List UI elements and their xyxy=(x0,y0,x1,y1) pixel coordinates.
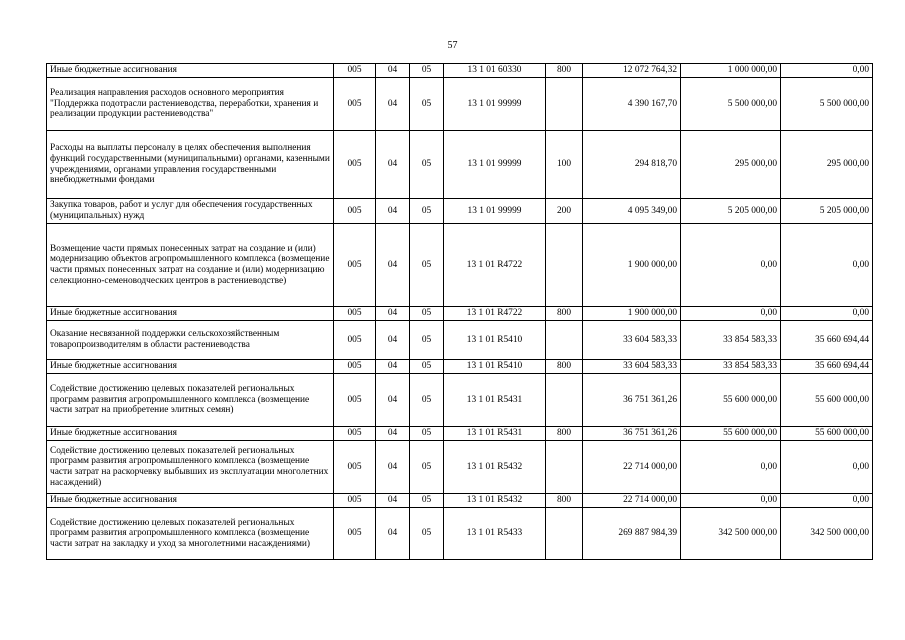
cell-target-article: 13 1 01 R5410 xyxy=(444,321,546,360)
cell-expense-type: 800 xyxy=(546,64,583,78)
cell-expense-type: 800 xyxy=(546,360,583,374)
cell-target-article: 13 1 01 R5431 xyxy=(444,374,546,427)
cell-amount-year3: 0,00 xyxy=(781,494,873,508)
table-row xyxy=(47,441,873,494)
cell-amount-year2: 5 500 000,00 xyxy=(681,78,781,131)
cell-amount-year3: 295 000,00 xyxy=(781,131,873,199)
cell-expense-type xyxy=(546,78,583,131)
cell-target-article: 13 1 01 R5410 xyxy=(444,360,546,374)
cell-expense-type: 800 xyxy=(546,307,583,321)
cell-description: Содействие достижению целевых показателей региональных программ развития агропромышленного комплекса (возмещение части затрат на раскорчевку выбывших из эксплуатации многолетних насаждений) xyxy=(47,441,334,494)
cell-target-article: 13 1 01 99999 xyxy=(444,131,546,199)
cell-amount-year3: 5 205 000,00 xyxy=(781,199,873,224)
cell-target-article: 13 1 01 R4722 xyxy=(444,307,546,321)
cell-amount-year2: 0,00 xyxy=(681,441,781,494)
cell-grbs-code: 005 xyxy=(334,307,376,321)
table-row xyxy=(47,427,873,441)
cell-subsection-code: 05 xyxy=(410,321,444,360)
cell-expense-type: 200 xyxy=(546,199,583,224)
cell-description: Реализация направления расходов основного мероприятия "Поддержка подотрасли растениеводства, переработки, хранения и реализации продукции растениеводства" xyxy=(47,78,334,131)
cell-subsection-code: 05 xyxy=(410,441,444,494)
cell-expense-type: 800 xyxy=(546,494,583,508)
cell-expense-type: 800 xyxy=(546,427,583,441)
cell-grbs-code: 005 xyxy=(334,199,376,224)
cell-amount-year1: 294 818,70 xyxy=(583,131,681,199)
table-row xyxy=(47,508,873,560)
cell-target-article: 13 1 01 60330 xyxy=(444,64,546,78)
cell-amount-year2: 55 600 000,00 xyxy=(681,374,781,427)
cell-target-article: 13 1 01 R4722 xyxy=(444,224,546,307)
cell-section-code: 04 xyxy=(376,64,410,78)
cell-description: Расходы на выплаты персоналу в целях обеспечения выполнения функций государственными (муниципальными) органами, казенными учреждениями, органами управления государственными внебюджетными фондами xyxy=(47,131,334,199)
cell-amount-year1: 1 900 000,00 xyxy=(583,307,681,321)
cell-amount-year1: 4 095 349,00 xyxy=(583,199,681,224)
cell-amount-year3: 55 600 000,00 xyxy=(781,374,873,427)
cell-subsection-code: 05 xyxy=(410,307,444,321)
cell-amount-year3: 0,00 xyxy=(781,224,873,307)
cell-amount-year2: 33 854 583,33 xyxy=(681,321,781,360)
cell-section-code: 04 xyxy=(376,224,410,307)
cell-description: Оказание несвязанной поддержки сельскохозяйственным товаропроизводителям в области растениеводства xyxy=(47,321,334,360)
cell-subsection-code: 05 xyxy=(410,199,444,224)
cell-subsection-code: 05 xyxy=(410,131,444,199)
cell-description: Закупка товаров, работ и услуг для обеспечения государственных (муниципальных) нужд xyxy=(47,199,334,224)
cell-expense-type xyxy=(546,441,583,494)
cell-grbs-code: 005 xyxy=(334,131,376,199)
cell-amount-year1: 36 751 361,26 xyxy=(583,374,681,427)
cell-subsection-code: 05 xyxy=(410,374,444,427)
cell-amount-year3: 55 600 000,00 xyxy=(781,427,873,441)
cell-amount-year1: 1 900 000,00 xyxy=(583,224,681,307)
cell-description: Иные бюджетные ассигнования xyxy=(47,427,334,441)
cell-section-code: 04 xyxy=(376,441,410,494)
cell-section-code: 04 xyxy=(376,360,410,374)
cell-description: Иные бюджетные ассигнования xyxy=(47,307,334,321)
cell-amount-year3: 342 500 000,00 xyxy=(781,508,873,560)
cell-amount-year2: 0,00 xyxy=(681,307,781,321)
cell-amount-year1: 36 751 361,26 xyxy=(583,427,681,441)
budget-table xyxy=(46,63,873,560)
cell-expense-type xyxy=(546,508,583,560)
cell-amount-year2: 33 854 583,33 xyxy=(681,360,781,374)
cell-target-article: 13 1 01 R5432 xyxy=(444,441,546,494)
table-body xyxy=(47,64,873,560)
cell-amount-year2: 55 600 000,00 xyxy=(681,427,781,441)
cell-expense-type xyxy=(546,374,583,427)
cell-amount-year3: 0,00 xyxy=(781,307,873,321)
cell-description: Содействие достижению целевых показателей региональных программ развития агропромышленного комплекса (возмещение части затрат на приобретение элитных семян) xyxy=(47,374,334,427)
cell-subsection-code: 05 xyxy=(410,224,444,307)
cell-amount-year1: 269 887 984,39 xyxy=(583,508,681,560)
table-row xyxy=(47,64,873,78)
table-row xyxy=(47,307,873,321)
cell-section-code: 04 xyxy=(376,374,410,427)
cell-section-code: 04 xyxy=(376,494,410,508)
cell-expense-type xyxy=(546,224,583,307)
table-row xyxy=(47,224,873,307)
cell-amount-year2: 295 000,00 xyxy=(681,131,781,199)
table-row xyxy=(47,360,873,374)
cell-section-code: 04 xyxy=(376,78,410,131)
cell-grbs-code: 005 xyxy=(334,360,376,374)
cell-amount-year3: 5 500 000,00 xyxy=(781,78,873,131)
cell-grbs-code: 005 xyxy=(334,78,376,131)
cell-section-code: 04 xyxy=(376,508,410,560)
cell-target-article: 13 1 01 R5432 xyxy=(444,494,546,508)
cell-grbs-code: 005 xyxy=(334,374,376,427)
cell-amount-year3: 35 660 694,44 xyxy=(781,360,873,374)
cell-target-article: 13 1 01 99999 xyxy=(444,199,546,224)
cell-grbs-code: 005 xyxy=(334,508,376,560)
cell-section-code: 04 xyxy=(376,307,410,321)
cell-target-article: 13 1 01 99999 xyxy=(444,78,546,131)
cell-description: Содействие достижению целевых показателей региональных программ развития агропромышленного комплекса (возмещение части затрат на закладку и уход за многолетними насаждениями) xyxy=(47,508,334,560)
table-row xyxy=(47,494,873,508)
cell-amount-year1: 33 604 583,33 xyxy=(583,321,681,360)
cell-amount-year1: 22 714 000,00 xyxy=(583,441,681,494)
cell-expense-type: 100 xyxy=(546,131,583,199)
cell-amount-year3: 35 660 694,44 xyxy=(781,321,873,360)
cell-description: Иные бюджетные ассигнования xyxy=(47,64,334,78)
table-row xyxy=(47,199,873,224)
cell-subsection-code: 05 xyxy=(410,64,444,78)
table-row xyxy=(47,78,873,131)
cell-amount-year2: 342 500 000,00 xyxy=(681,508,781,560)
cell-amount-year2: 1 000 000,00 xyxy=(681,64,781,78)
cell-description: Возмещение части прямых понесенных затрат на создание и (или) модернизацию объектов агропромышленного комплекса (возмещение части прямых понесенных затрат на создание и (или) модернизацию селекционно-семеноводческих центров в растениеводстве) xyxy=(47,224,334,307)
cell-amount-year2: 0,00 xyxy=(681,494,781,508)
cell-section-code: 04 xyxy=(376,427,410,441)
cell-section-code: 04 xyxy=(376,131,410,199)
cell-amount-year1: 22 714 000,00 xyxy=(583,494,681,508)
cell-amount-year3: 0,00 xyxy=(781,441,873,494)
cell-grbs-code: 005 xyxy=(334,224,376,307)
cell-amount-year2: 0,00 xyxy=(681,224,781,307)
cell-grbs-code: 005 xyxy=(334,64,376,78)
cell-grbs-code: 005 xyxy=(334,441,376,494)
cell-subsection-code: 05 xyxy=(410,427,444,441)
cell-subsection-code: 05 xyxy=(410,494,444,508)
cell-amount-year2: 5 205 000,00 xyxy=(681,199,781,224)
table-row xyxy=(47,321,873,360)
cell-amount-year1: 33 604 583,33 xyxy=(583,360,681,374)
cell-target-article: 13 1 01 R5433 xyxy=(444,508,546,560)
cell-description: Иные бюджетные ассигнования xyxy=(47,494,334,508)
cell-amount-year1: 4 390 167,70 xyxy=(583,78,681,131)
cell-section-code: 04 xyxy=(376,321,410,360)
cell-description: Иные бюджетные ассигнования xyxy=(47,360,334,374)
cell-grbs-code: 005 xyxy=(334,321,376,360)
cell-subsection-code: 05 xyxy=(410,360,444,374)
cell-subsection-code: 05 xyxy=(410,508,444,560)
cell-amount-year3: 0,00 xyxy=(781,64,873,78)
page-number: 57 xyxy=(447,40,458,51)
cell-expense-type xyxy=(546,321,583,360)
cell-section-code: 04 xyxy=(376,199,410,224)
cell-grbs-code: 005 xyxy=(334,427,376,441)
cell-amount-year1: 12 072 764,32 xyxy=(583,64,681,78)
table-row xyxy=(47,131,873,199)
cell-target-article: 13 1 01 R5431 xyxy=(444,427,546,441)
cell-subsection-code: 05 xyxy=(410,78,444,131)
table-row xyxy=(47,374,873,427)
cell-grbs-code: 005 xyxy=(334,494,376,508)
